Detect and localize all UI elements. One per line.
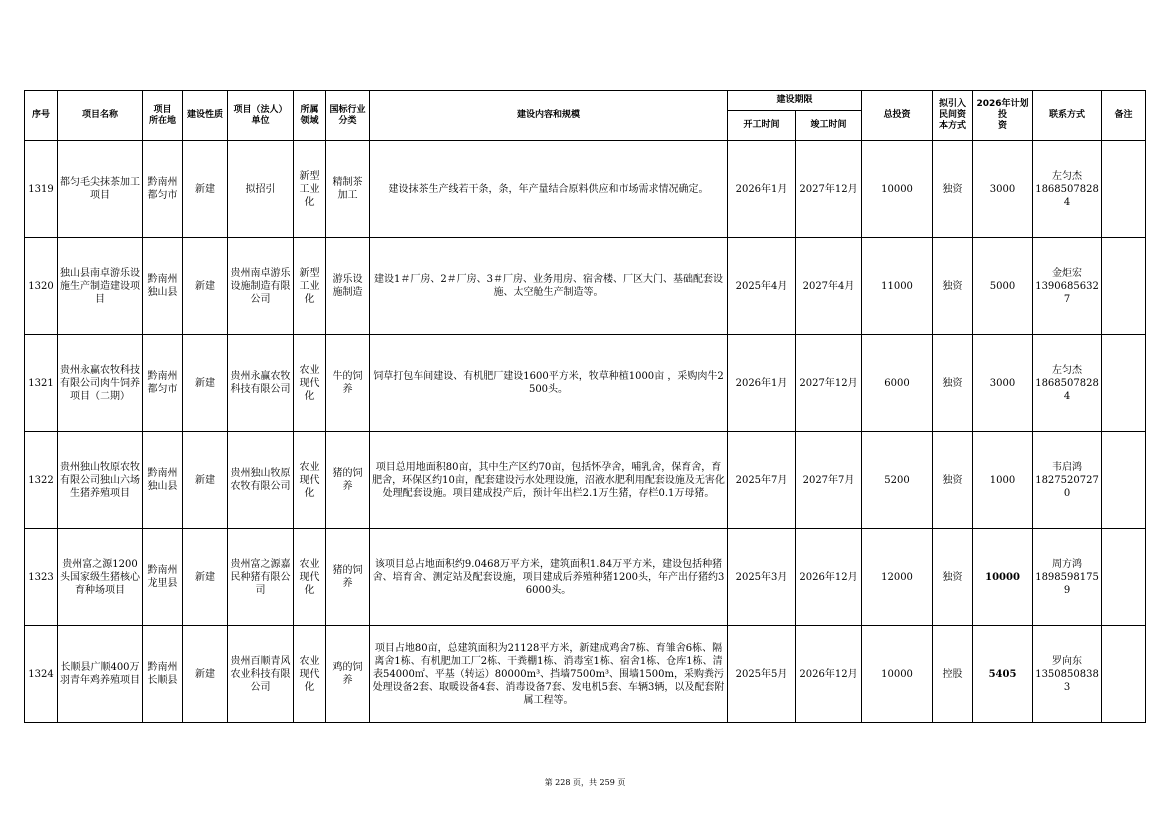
header-capital-mode bbox=[933, 91, 973, 141]
capital-mode-cell: 独资 bbox=[933, 238, 973, 335]
nature-cell: 新建 bbox=[183, 626, 228, 723]
location-cell: 黔南州独山县 bbox=[143, 432, 183, 529]
header-field bbox=[294, 91, 326, 141]
table-row bbox=[25, 529, 1146, 626]
header-remark: 备注 bbox=[1102, 91, 1146, 141]
industry-cell: 鸡的饲养 bbox=[326, 626, 370, 723]
header-end: 竣工时间 bbox=[796, 111, 862, 141]
capital-mode-cell: 独资 bbox=[933, 529, 973, 626]
contact-cell: 左匀杰 18685078284 bbox=[1033, 335, 1102, 432]
table-row bbox=[25, 238, 1146, 335]
location-cell: 黔南州独山县 bbox=[143, 238, 183, 335]
header-investment: 总投资 bbox=[862, 91, 933, 141]
contact-cell: 左匀杰 18685078284 bbox=[1033, 141, 1102, 238]
field-cell: 农业现代化 bbox=[294, 432, 326, 529]
location-cell: 黔南州都匀市 bbox=[143, 141, 183, 238]
plan-2026-cell: 5405 bbox=[973, 626, 1033, 723]
header-nature: 建设性质 bbox=[183, 91, 228, 141]
unit-cell: 贵州富之源嘉民种猪有限公司 bbox=[228, 529, 294, 626]
name-cell: 贵州富之源1200头国家级生猪核心育种场项目 bbox=[58, 529, 143, 626]
field-cell: 农业现代化 bbox=[294, 335, 326, 432]
header-industry bbox=[326, 91, 370, 141]
header-field-text: 所属 领域 bbox=[300, 104, 319, 126]
unit-cell: 贵州南卓游乐设施制造有限公司 bbox=[228, 238, 294, 335]
end-cell: 2026年12月 bbox=[796, 529, 862, 626]
start-cell: 2026年1月 bbox=[728, 141, 796, 238]
name-cell: 贵州永赢农牧科技有限公司肉牛饲养项目（二期） bbox=[58, 335, 143, 432]
end-cell: 2026年12月 bbox=[796, 626, 862, 723]
header-plan-2026-text: 2026年计划投 资 bbox=[976, 99, 1029, 131]
location-cell: 黔南州长顺县 bbox=[143, 626, 183, 723]
header-start: 开工时间 bbox=[728, 111, 796, 141]
table-row bbox=[25, 335, 1146, 432]
content-cell: 建设1＃厂房、2＃厂房、3＃厂房、业务用房、宿舍楼、厂区大门、基础配套设施、太空舱生产制造等。 bbox=[370, 238, 728, 335]
seq-cell: 1322 bbox=[25, 432, 58, 529]
field-cell: 农业现代化 bbox=[294, 626, 326, 723]
header-row-top bbox=[25, 91, 1146, 111]
remark-cell bbox=[1102, 432, 1146, 529]
seq-cell: 1324 bbox=[25, 626, 58, 723]
remark-cell bbox=[1102, 335, 1146, 432]
plan-2026-cell: 10000 bbox=[973, 529, 1033, 626]
header-content: 建设内容和规模 bbox=[370, 91, 728, 141]
content-cell: 项目总用地面积80亩，其中生产区约70亩，包括怀孕舍，哺乳舍，保育舍，育肥舍，环保区约10亩，配套建设污水处理设施，沼液水肥利用配套设施及无害化处理配套设施。项目建成投产后，预计年出栏2.1万生猪，存栏0.1万母猪。 bbox=[370, 432, 728, 529]
investment-cell: 11000 bbox=[862, 238, 933, 335]
content-cell: 该项目总占地面积约9.0468万平方米，建筑面积1.84万平方米，建设包括种猪舍、培育舍、测定站及配套设施，项目建成后养殖种猪1200头，年产出仔猪约36000头。 bbox=[370, 529, 728, 626]
investment-cell: 5200 bbox=[862, 432, 933, 529]
nature-cell: 新建 bbox=[183, 529, 228, 626]
capital-mode-cell: 控股 bbox=[933, 626, 973, 723]
start-cell: 2025年7月 bbox=[728, 432, 796, 529]
table-body bbox=[25, 141, 1146, 723]
unit-cell: 贵州独山牧原农牧有限公司 bbox=[228, 432, 294, 529]
header-unit bbox=[228, 91, 294, 141]
name-cell: 长顺县广顺400万羽青年鸡养殖项目 bbox=[58, 626, 143, 723]
investment-cell: 6000 bbox=[862, 335, 933, 432]
start-cell: 2025年5月 bbox=[728, 626, 796, 723]
content-cell: 饲草打包车间建设、有机肥厂建设1600平方米，牧草种植1000亩 ，采购肉牛2500头。 bbox=[370, 335, 728, 432]
contact-cell: 罗向东 13508508383 bbox=[1033, 626, 1102, 723]
industry-cell: 猪的饲养 bbox=[326, 432, 370, 529]
start-cell: 2025年4月 bbox=[728, 238, 796, 335]
table-row bbox=[25, 432, 1146, 529]
investment-cell: 12000 bbox=[862, 529, 933, 626]
industry-cell: 猪的饲养 bbox=[326, 529, 370, 626]
content-cell: 建设抹茶生产线若干条，条，年产量结合原料供应和市场需求情况确定。 bbox=[370, 141, 728, 238]
contact-cell: 周方鸿 18985981759 bbox=[1033, 529, 1102, 626]
table-row bbox=[25, 141, 1146, 238]
seq-cell: 1320 bbox=[25, 238, 58, 335]
end-cell: 2027年12月 bbox=[796, 141, 862, 238]
header-name: 项目名称 bbox=[58, 91, 143, 141]
plan-2026-cell: 3000 bbox=[973, 335, 1033, 432]
capital-mode-cell: 独资 bbox=[933, 432, 973, 529]
unit-cell: 贵州百顺青风农业科技有限公司 bbox=[228, 626, 294, 723]
header-plan-2026 bbox=[973, 91, 1033, 141]
plan-2026-cell: 1000 bbox=[973, 432, 1033, 529]
location-cell: 黔南州都匀市 bbox=[143, 335, 183, 432]
end-cell: 2027年7月 bbox=[796, 432, 862, 529]
remark-cell bbox=[1102, 626, 1146, 723]
remark-cell bbox=[1102, 238, 1146, 335]
industry-cell: 牛的饲养 bbox=[326, 335, 370, 432]
nature-cell: 新建 bbox=[183, 141, 228, 238]
end-cell: 2027年4月 bbox=[796, 238, 862, 335]
nature-cell: 新建 bbox=[183, 238, 228, 335]
industry-cell: 游乐设施制造 bbox=[326, 238, 370, 335]
nature-cell: 新建 bbox=[183, 335, 228, 432]
header-seq: 序号 bbox=[25, 91, 58, 141]
remark-cell bbox=[1102, 141, 1146, 238]
header-period: 建设期限 bbox=[728, 91, 862, 111]
end-cell: 2027年12月 bbox=[796, 335, 862, 432]
seq-cell: 1321 bbox=[25, 335, 58, 432]
content-cell: 项目占地80亩，总建筑面积为21128平方米，新建成鸡舍7栋、育雏舍6栋、隔离舍1栋、有机肥加工厂2栋、干粪棚1栋、消毒室1栋、宿舍1栋、仓库1栋、清表54000㎡、平基（转运）80000m³、挡墙7500m³、围墙1500m，采购粪污处理设备2套、取暖设备4套、消毒设备7套、发电机5套、车辆3辆，以及配套附属工程等。 bbox=[370, 626, 728, 723]
capital-mode-cell: 独资 bbox=[933, 335, 973, 432]
header-unit-text: 项目（法人） 单位 bbox=[233, 104, 288, 126]
capital-mode-cell: 独资 bbox=[933, 141, 973, 238]
project-table bbox=[24, 90, 1146, 723]
table-row bbox=[25, 626, 1146, 723]
location-cell: 黔南州龙里县 bbox=[143, 529, 183, 626]
contact-cell: 金炬宏 13906856327 bbox=[1033, 238, 1102, 335]
seq-cell: 1319 bbox=[25, 141, 58, 238]
page-footer: 第 228 页，共 259 页 bbox=[544, 778, 626, 787]
field-cell: 农业现代化 bbox=[294, 529, 326, 626]
industry-cell: 精制茶加工 bbox=[326, 141, 370, 238]
header-location bbox=[143, 91, 183, 141]
start-cell: 2026年1月 bbox=[728, 335, 796, 432]
header-location-text: 项目 所在地 bbox=[148, 104, 176, 126]
start-cell: 2025年3月 bbox=[728, 529, 796, 626]
investment-cell: 10000 bbox=[862, 626, 933, 723]
header-capital-mode-text: 拟引入 民间资 本方式 bbox=[939, 99, 967, 131]
seq-cell: 1323 bbox=[25, 529, 58, 626]
plan-2026-cell: 5000 bbox=[973, 238, 1033, 335]
header-contact: 联系方式 bbox=[1033, 91, 1102, 141]
contact-cell: 韦启鸿 18275207270 bbox=[1033, 432, 1102, 529]
remark-cell bbox=[1102, 529, 1146, 626]
name-cell: 独山县南卓游乐设施生产制造建设项目 bbox=[58, 238, 143, 335]
name-cell: 都匀毛尖抹茶加工项目 bbox=[58, 141, 143, 238]
header-industry-text: 国标行业 分类 bbox=[329, 104, 366, 126]
investment-cell: 10000 bbox=[862, 141, 933, 238]
nature-cell: 新建 bbox=[183, 432, 228, 529]
plan-2026-cell: 3000 bbox=[973, 141, 1033, 238]
field-cell: 新型工业化 bbox=[294, 238, 326, 335]
unit-cell: 贵州永赢农牧科技有限公司 bbox=[228, 335, 294, 432]
field-cell: 新型工业化 bbox=[294, 141, 326, 238]
unit-cell: 拟招引 bbox=[228, 141, 294, 238]
name-cell: 贵州独山牧原农牧有限公司独山六场生猪养殖项目 bbox=[58, 432, 143, 529]
